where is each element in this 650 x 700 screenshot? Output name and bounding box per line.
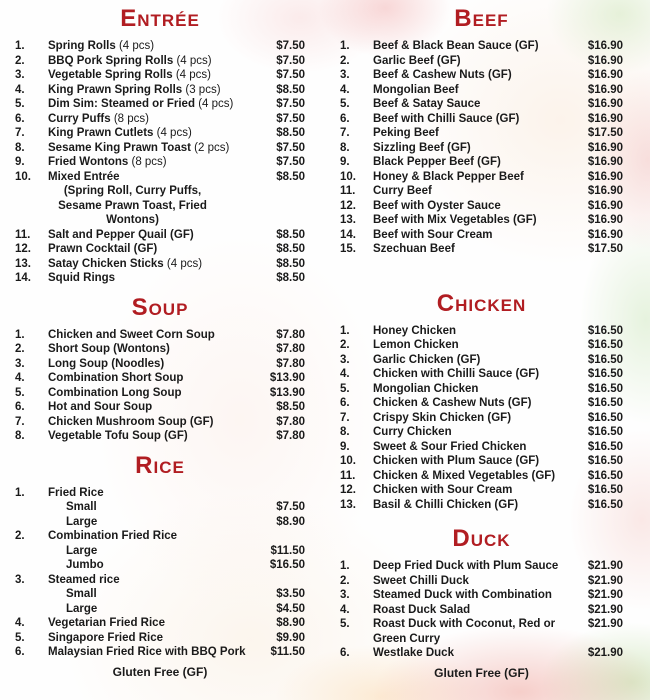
item-name: Malaysian Fried Rice with BBQ Pork	[48, 646, 246, 658]
menu-column-right	[340, 6, 623, 681]
item-number: 5.	[340, 618, 350, 630]
menu-item-row	[15, 126, 305, 141]
menu-item-row	[15, 631, 305, 646]
item-qty: (8 pcs)	[113, 112, 149, 125]
item-qty: (3 pcs)	[185, 83, 221, 96]
item-price: $16.90	[587, 98, 623, 110]
menu-item-row	[340, 338, 623, 353]
item-name: Combination Short Soup	[48, 372, 184, 384]
item-number: 3.	[340, 353, 350, 366]
item-price: $16.90	[587, 156, 623, 168]
menu-section	[340, 526, 623, 661]
item-price: $16.50	[587, 455, 623, 467]
menu-item-row	[15, 54, 305, 69]
item-price: $16.50	[587, 353, 623, 366]
item-price: $7.80	[276, 430, 305, 442]
item-name: Beef with Sour Cream	[373, 228, 493, 241]
item-name: Beef with Chilli Sauce (GF)	[373, 112, 520, 125]
gluten-free-note: Gluten Free (GF)	[112, 664, 208, 679]
item-price: $13.90	[269, 386, 305, 399]
item-name: Roast Duck with Coconut, Red or	[373, 618, 556, 630]
item-name: Large	[66, 602, 98, 615]
menu-item-row	[340, 83, 623, 98]
item-name: Garlic Beef (GF)	[373, 54, 461, 67]
menu-item-row	[15, 486, 305, 501]
item-number: 15.	[340, 243, 356, 255]
menu-item-row	[340, 199, 623, 214]
item-price: $16.90	[587, 112, 623, 125]
menu-item-row	[15, 155, 305, 170]
item-number: 11.	[15, 228, 31, 241]
menu-item-row	[15, 573, 305, 588]
item-number: 1.	[15, 328, 25, 341]
menu-item-row	[340, 632, 623, 647]
item-qty: (4 pcs)	[175, 69, 211, 81]
menu-item-row	[340, 170, 623, 185]
item-number: 10.	[340, 170, 356, 183]
menu-item-row	[15, 199, 305, 214]
menu-item-row	[340, 324, 623, 339]
item-price: $16.50	[587, 469, 623, 482]
item-name: Vegetable Spring Rolls (4 pcs)	[48, 69, 211, 81]
section-title: Soup	[131, 293, 189, 321]
item-name: (Spring Roll, Curry Puffs,	[63, 185, 202, 197]
menu-item-row	[15, 587, 305, 602]
menu-item-row	[15, 39, 305, 54]
menu-item-row	[340, 617, 623, 632]
item-name: Vegetable Tofu Soup (GF)	[48, 430, 188, 442]
item-number: 12.	[340, 199, 356, 212]
item-name: Wontons)	[106, 214, 159, 226]
item-number: 13.	[340, 498, 356, 511]
menu-item-row	[340, 213, 623, 228]
item-name: Beef & Cashew Nuts (GF)	[373, 69, 512, 81]
menu-column-left	[15, 6, 305, 680]
item-number: 4.	[15, 617, 25, 629]
item-number: 4.	[15, 83, 25, 96]
item-name: Salt and Pepper Quail (GF)	[48, 228, 194, 241]
item-price: $21.90	[587, 618, 623, 630]
item-name: Small	[66, 588, 97, 600]
item-number: 3.	[340, 69, 350, 81]
item-number: 12.	[340, 484, 356, 496]
item-name: Beef & Black Bean Sauce (GF)	[373, 40, 539, 52]
item-number: 1.	[15, 40, 25, 52]
menu-item-row	[340, 425, 623, 440]
item-qty: (2 pcs)	[194, 141, 230, 154]
item-price: $16.90	[587, 185, 623, 197]
item-name: Chicken and Sweet Corn Soup	[48, 328, 215, 341]
item-price: $8.50	[276, 228, 305, 241]
item-name: Szechuan Beef	[373, 243, 455, 255]
item-number: 2.	[15, 530, 25, 542]
item-number: 8.	[340, 426, 350, 438]
item-qty: (4 pcs)	[198, 98, 234, 110]
item-price: $8.90	[276, 617, 305, 629]
item-number: 1.	[340, 560, 350, 572]
item-number: 5.	[15, 98, 25, 110]
item-price: $16.50	[587, 411, 623, 424]
menu-item-row	[15, 500, 305, 515]
item-name: Short Soup (Wontons)	[48, 343, 170, 355]
item-name: Mixed Entrée	[48, 170, 120, 183]
menu-item-row	[340, 411, 623, 426]
menu-item-row	[340, 603, 623, 618]
item-price: $8.50	[276, 401, 305, 413]
item-number: 3.	[340, 589, 350, 601]
item-name: Combination Fried Rice	[48, 530, 178, 542]
menu-item-row	[15, 602, 305, 617]
menu-item-row	[340, 353, 623, 368]
menu-item-row	[15, 83, 305, 98]
item-price: $16.50	[587, 440, 623, 453]
item-price: $8.90	[276, 515, 305, 528]
item-number: 5.	[15, 386, 25, 399]
menu-item-row	[15, 558, 305, 573]
item-price: $9.90	[276, 631, 305, 644]
item-price: $16.50	[587, 498, 623, 511]
menu-item-row	[340, 54, 623, 69]
item-price: $16.90	[587, 228, 623, 241]
item-name: Curry Puffs (8 pcs)	[48, 112, 149, 125]
menu-item-row	[340, 440, 623, 455]
menu-item-row	[340, 559, 623, 574]
item-price: $16.90	[587, 214, 623, 226]
item-number: 3.	[15, 573, 25, 586]
item-number: 6.	[15, 112, 25, 125]
item-name: Mongolian Beef	[373, 83, 459, 96]
item-price: $16.90	[587, 170, 623, 183]
item-name: Dim Sim: Steamed or Fried (4 pcs)	[48, 98, 234, 110]
item-price: $7.50	[276, 141, 305, 154]
item-price: $16.50	[269, 559, 305, 571]
item-name: Chicken with Chilli Sauce (GF)	[373, 368, 540, 380]
menu-item-row	[340, 469, 623, 484]
item-name: Combination Long Soup	[48, 386, 182, 399]
item-name: Garlic Chicken (GF)	[373, 353, 481, 366]
item-number: 7.	[15, 127, 25, 139]
item-number: 6.	[340, 112, 350, 125]
item-price: $7.80	[276, 357, 305, 370]
menu-item-row	[340, 483, 623, 498]
item-qty: (4 pcs)	[166, 257, 203, 270]
item-name: Peking Beef	[373, 127, 439, 139]
menu-item-row	[15, 184, 305, 199]
section-title: Duck	[452, 525, 511, 552]
item-name: Hot and Sour Soup	[48, 401, 153, 413]
item-name: Squid Rings	[48, 272, 116, 284]
item-price: $7.50	[276, 69, 305, 81]
item-price: $16.90	[587, 83, 623, 96]
item-name: Deep Fried Duck with Plum Sauce	[373, 560, 559, 572]
item-price: $8.50	[276, 83, 305, 96]
item-name: Fried Wontons (8 pcs)	[48, 156, 167, 168]
item-name: Fried Rice	[48, 486, 104, 499]
item-number: 1.	[15, 486, 25, 499]
section-title: Entrée	[120, 5, 200, 32]
menu-item-row	[340, 574, 623, 589]
item-name: Curry Beef	[373, 185, 432, 197]
item-price: $8.50	[276, 243, 305, 255]
item-qty: (4 pcs)	[176, 54, 212, 67]
item-name: King Prawn Spring Rolls (3 pcs)	[48, 83, 221, 96]
item-price: $7.50	[276, 40, 305, 52]
item-name: Black Pepper Beef (GF)	[373, 156, 501, 168]
item-price: $21.90	[587, 574, 623, 587]
menu-item-row	[15, 141, 305, 156]
item-price: $16.90	[587, 40, 623, 52]
item-name: Lemon Chicken	[373, 339, 459, 351]
section-title: Beef	[454, 5, 509, 32]
item-price: $16.90	[587, 141, 623, 154]
item-price: $3.50	[276, 588, 305, 600]
item-name: Curry Chicken	[373, 426, 452, 438]
item-price: $21.90	[587, 589, 623, 601]
item-number: 8.	[340, 141, 350, 154]
item-number: 6.	[15, 646, 25, 658]
item-price: $16.50	[587, 382, 623, 395]
item-name: Chicken Mushroom Soup (GF)	[48, 415, 214, 428]
menu-item-row	[340, 141, 623, 156]
item-name: Sesame King Prawn Toast (2 pcs)	[48, 141, 230, 154]
item-number: 6.	[15, 401, 25, 413]
item-number: 14.	[15, 272, 31, 284]
item-price: $8.50	[276, 272, 305, 284]
item-name: Green Curry	[373, 632, 441, 645]
item-name: Beef & Satay Sauce	[373, 98, 481, 110]
item-price: $21.90	[587, 560, 623, 572]
item-price: $7.50	[276, 98, 305, 110]
item-name: Sweet Chilli Duck	[373, 574, 469, 587]
item-number: 9.	[340, 440, 350, 453]
item-name: Honey & Black Pepper Beef	[373, 170, 524, 183]
menu-item-row	[340, 228, 623, 243]
item-number: 7.	[340, 411, 350, 424]
menu-item-row	[15, 415, 305, 430]
section-title: Chicken	[436, 289, 527, 317]
item-name: Basil & Chilli Chicken (GF)	[373, 498, 519, 511]
menu-item-row	[15, 386, 305, 401]
item-name: Spring Rolls (4 pcs)	[48, 40, 155, 52]
item-price: $11.50	[270, 646, 305, 658]
item-price: $16.50	[587, 484, 623, 496]
item-name: Steamed Duck with Combination	[373, 589, 552, 601]
item-number: 10.	[340, 455, 356, 467]
menu-item-row	[15, 112, 305, 127]
item-number: 5.	[340, 98, 350, 110]
menu-item-row	[15, 97, 305, 112]
item-price: $21.90	[587, 603, 623, 616]
menu-item-row	[15, 242, 305, 257]
item-price: $4.50	[276, 602, 305, 615]
item-price: $16.50	[587, 426, 623, 438]
menu-section	[15, 453, 305, 660]
menu-item-row	[340, 242, 623, 257]
menu-item-row	[15, 515, 305, 530]
item-price: $7.50	[276, 112, 305, 125]
menu-item-row	[15, 328, 305, 343]
menu-item-row	[15, 357, 305, 372]
item-price: $16.50	[587, 339, 623, 351]
item-name: Small	[66, 501, 97, 513]
menu-item-row	[340, 588, 623, 603]
item-price: $16.90	[587, 199, 623, 212]
item-price: $7.50	[276, 156, 305, 168]
item-name: King Prawn Cutlets (4 pcs)	[48, 127, 192, 139]
item-number: 4.	[340, 603, 350, 616]
menu-item-row	[15, 271, 305, 286]
item-price: $16.50	[587, 324, 623, 337]
menu-section	[15, 295, 305, 444]
menu-item-row	[15, 213, 305, 228]
item-price: $7.80	[276, 415, 305, 428]
item-number: 4.	[15, 372, 25, 384]
menu-item-row	[15, 645, 305, 660]
item-price: $16.90	[587, 69, 623, 81]
item-name: BBQ Pork Spring Rolls (4 pcs)	[48, 54, 212, 67]
item-number: 2.	[340, 54, 350, 67]
item-number: 7.	[340, 127, 350, 139]
item-name: Chicken with Sour Cream	[373, 484, 513, 496]
item-name: Sesame Prawn Toast, Fried	[58, 199, 207, 212]
item-price: $7.50	[276, 501, 305, 513]
item-name: Large	[66, 544, 98, 557]
item-number: 12.	[15, 243, 31, 255]
item-name: Sizzling Beef (GF)	[373, 141, 471, 154]
item-name: Prawn Cocktail (GF)	[48, 243, 158, 255]
menu-item-row	[15, 529, 305, 544]
item-price: $16.50	[587, 397, 623, 409]
item-name: Satay Chicken Sticks (4 pcs)	[48, 257, 203, 270]
item-price: $16.90	[587, 54, 623, 67]
menu-item-row	[340, 126, 623, 141]
item-number: 11.	[340, 469, 356, 482]
item-price: $8.50	[276, 257, 305, 270]
item-name: Beef with Oyster Sauce	[373, 199, 501, 212]
menu-section	[340, 6, 623, 257]
gluten-free-note: Gluten Free (GF)	[434, 665, 529, 680]
item-qty: (4 pcs)	[156, 127, 192, 139]
item-number: 6.	[340, 647, 350, 659]
item-name: Honey Chicken	[373, 324, 457, 337]
menu-item-row	[340, 382, 623, 397]
item-price: $8.50	[276, 127, 305, 139]
item-name: Singapore Fried Rice	[48, 631, 164, 644]
menu-item-row	[340, 155, 623, 170]
menu-section	[15, 6, 305, 286]
menu-item-row	[340, 112, 623, 127]
item-number: 2.	[15, 343, 25, 355]
menu-item-row	[15, 170, 305, 185]
item-number: 9.	[340, 156, 350, 168]
item-number: 3.	[15, 69, 25, 81]
item-name: Beef with Mix Vegetables (GF)	[373, 214, 537, 226]
menu-item-row	[340, 39, 623, 54]
item-name: Chicken & Cashew Nuts (GF)	[373, 397, 532, 409]
item-number: 5.	[15, 631, 25, 644]
item-number: 1.	[340, 40, 350, 52]
menu-item-row	[15, 544, 305, 559]
item-name: Long Soup (Noodles)	[48, 357, 165, 370]
section-title: Rice	[135, 451, 185, 479]
item-number: 8.	[15, 430, 25, 442]
menu-item-row	[15, 342, 305, 357]
item-number: 5.	[340, 382, 350, 395]
item-number: 9.	[15, 156, 25, 168]
menu-item-row	[340, 646, 623, 661]
item-name: Chicken & Mixed Vegetables (GF)	[373, 469, 556, 482]
menu-item-row	[340, 367, 623, 382]
item-name: Vegetarian Fried Rice	[48, 617, 165, 629]
item-price: $17.50	[587, 243, 623, 255]
item-number: 8.	[15, 141, 25, 154]
item-price: $16.50	[587, 368, 623, 380]
item-number: 13.	[340, 214, 356, 226]
menu-item-row	[15, 400, 305, 415]
menu-item-row	[15, 371, 305, 386]
item-name: Chicken with Plum Sauce (GF)	[373, 455, 540, 467]
menu-item-row	[340, 454, 623, 469]
item-number: 4.	[340, 83, 350, 96]
menu-item-row	[340, 184, 623, 199]
item-number: 2.	[340, 574, 350, 587]
item-name: Jumbo	[66, 559, 104, 571]
menu-item-row	[15, 429, 305, 444]
menu-item-row	[15, 68, 305, 83]
item-name: Large	[66, 515, 98, 528]
item-name: Westlake Duck	[373, 647, 454, 659]
item-number: 1.	[340, 324, 350, 337]
item-price: $17.50	[587, 127, 623, 139]
item-price: $7.50	[276, 54, 305, 67]
menu-item-row	[340, 97, 623, 112]
menu-item-row	[340, 68, 623, 83]
item-name: Sweet & Sour Fried Chicken	[373, 440, 527, 453]
item-number: 10.	[15, 170, 31, 183]
item-number: 4.	[340, 368, 350, 380]
item-number: 14.	[340, 228, 356, 241]
item-qty: (4 pcs)	[118, 40, 155, 52]
item-name: Mongolian Chicken	[373, 382, 479, 395]
menu-item-row	[340, 498, 623, 513]
item-number: 13.	[15, 257, 31, 270]
menu-section	[340, 291, 623, 513]
item-number: 2.	[340, 339, 350, 351]
item-number: 11.	[340, 185, 356, 197]
item-number: 6.	[340, 397, 350, 409]
item-number: 2.	[15, 54, 25, 67]
item-price: $13.90	[269, 372, 305, 384]
item-price: $7.80	[276, 343, 305, 355]
item-name: Crispy Skin Chicken (GF)	[373, 411, 512, 424]
menu-item-row	[340, 396, 623, 411]
item-name: Roast Duck Salad	[373, 603, 471, 616]
item-price: $21.90	[587, 647, 623, 659]
menu-item-row	[15, 257, 305, 272]
item-price: $8.50	[276, 170, 305, 183]
item-name: Steamed rice	[48, 573, 120, 586]
item-number: 3.	[15, 357, 25, 370]
menu-item-row	[15, 228, 305, 243]
item-price: $7.80	[276, 328, 305, 341]
menu-item-row	[15, 616, 305, 631]
item-qty: (8 pcs)	[131, 156, 167, 168]
item-price: $11.50	[270, 544, 305, 557]
item-number: 7.	[15, 415, 25, 428]
